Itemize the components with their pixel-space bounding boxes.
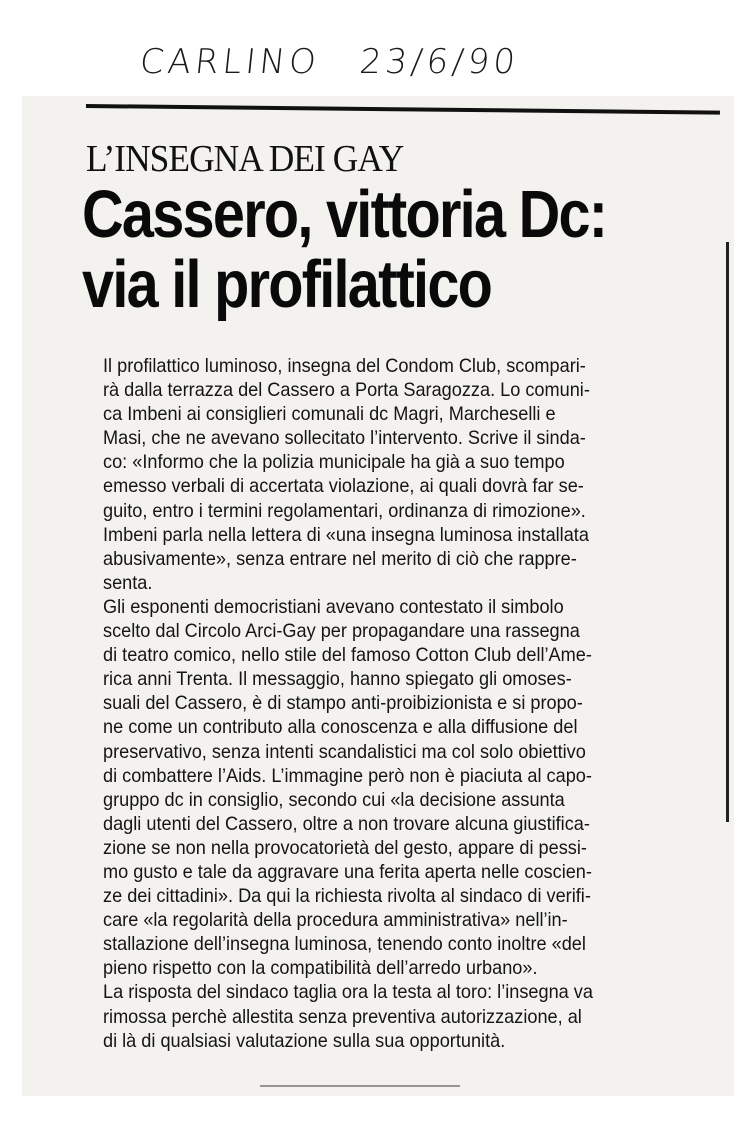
body-line: mo gusto e tale da aggravare una ferita aperta nelle coscien- [103, 860, 592, 883]
body-line: La risposta del sindaco taglia ora la testa al toro: l’insegna va [103, 981, 593, 1004]
body-line: Imbeni parla nella lettera di «una insegna luminosa installata [103, 523, 589, 546]
article-body [103, 354, 698, 1053]
body-line: suali del Cassero, è di stampo anti-proibizionista e si propo- [103, 692, 583, 715]
body-line: senta. [103, 571, 153, 594]
bottom-edge-mark [260, 1085, 460, 1087]
body-line: gruppo dc in consiglio, secondo cui «la decisione assunta [103, 788, 565, 811]
body-line: ne come un contributo alla conoscenza e alla diffusione del [103, 716, 578, 739]
body-line: di teatro comico, nello stile del famoso Cotton Club dell’Ame- [103, 644, 592, 667]
body-line: preservativo, senza intenti scandalistici ma col solo obiettivo [103, 740, 586, 763]
body-line: abusivamente», senza entrare nel merito di ciò che rappre- [103, 547, 577, 570]
body-line: Gli esponenti democristiani avevano contestato il simbolo [103, 595, 564, 618]
body-line: stallazione dell’insegna luminosa, tenendo conto inoltre «del [103, 933, 586, 956]
body-line: emesso verbali di accertata violazione, ai quali dovrà far se- [103, 475, 584, 498]
body-line: Masi, che ne avevano sollecitato l’intervento. Scrive il sinda- [103, 427, 586, 450]
headline-line: via il profilattico [82, 247, 492, 322]
body-line: di combattere l’Aids. L’immagine però non è piaciuta al capo- [103, 764, 592, 787]
article-kicker: L’INSEGNA DEI GAY [86, 138, 404, 180]
column-rule-divider [726, 242, 729, 822]
body-line: zione se non nella provocatorietà del gesto, appare di pessi- [103, 836, 587, 859]
body-line: rimossa perchè allestita senza preventiva autorizzazione, al [103, 1005, 582, 1028]
body-line: pieno rispetto con la compatibilità dell’arredo urbano». [103, 957, 538, 980]
body-line: di là di qualsiasi valutazione sulla sua opportunità. [103, 1029, 506, 1052]
body-line: guito, entro i termini regolamentari, ordinanza di rimozione». [103, 499, 586, 522]
body-line: dagli utenti del Cassero, oltre a non trovare alcuna giustifica- [103, 812, 590, 835]
headline-line: Cassero, vittoria Dc: [82, 177, 607, 252]
body-line: ca Imbeni ai consiglieri comunali dc Magri, Marcheselli e [103, 403, 556, 426]
handwritten-annotation [138, 42, 521, 82]
body-line: co: «Informo che la polizia municipale ha già a suo tempo [103, 451, 565, 474]
body-line: scelto dal Circolo Arci-Gay per propagandare una rassegna [103, 620, 580, 643]
newspaper-name: CARLINO [137, 42, 322, 82]
body-line: rà dalla terrazza del Cassero a Porta Saragozza. Lo comuni- [103, 379, 590, 402]
body-line: rica anni Trenta. Il messaggio, hanno spiegato gli omoses- [103, 668, 572, 691]
body-line: care «la regolarità della procedura amministrativa» nell’in- [103, 909, 568, 932]
article-headline [82, 177, 607, 322]
body-line: ze dei cittadini». Da qui la richiesta rivolta al sindaco di verifi- [103, 885, 591, 908]
clipping-date: 23/6/90 [357, 42, 521, 82]
body-line: Il profilattico luminoso, insegna del Condom Club, scompari- [103, 355, 586, 377]
